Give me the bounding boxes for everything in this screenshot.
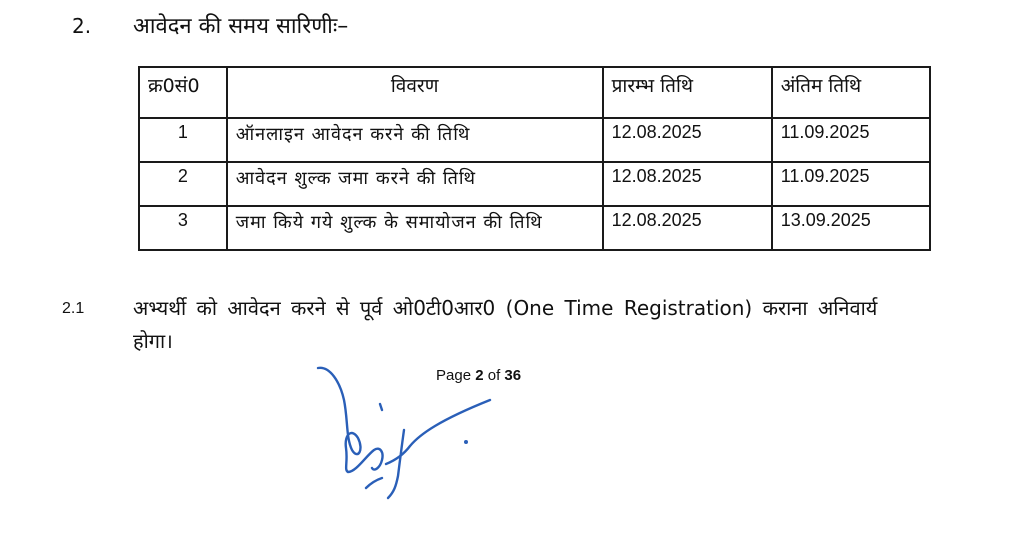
header-serial: क्र0सं0 [139, 67, 227, 118]
paragraph-text: अभ्यर्थी को आवेदन करने से पूर्व ओ0टी0आर0 (One Time Registration) कराना अनिवार्य होगा। [133, 296, 878, 353]
table-row [139, 206, 930, 250]
paragraph-number: 2.1 [62, 300, 85, 317]
page-of: of [487, 367, 501, 384]
header-start-date: प्रारम्भ तिथि [603, 67, 772, 118]
cell-description: जमा किये गये शुल्क के समायोजन की तिथि [227, 206, 603, 250]
signature-stroke [366, 478, 382, 488]
table-row [139, 118, 930, 162]
cell-serial: 1 [139, 118, 227, 162]
cell-start-date: 12.08.2025 [603, 206, 772, 250]
signature-stroke [388, 430, 404, 498]
cell-end-date: 11.09.2025 [772, 162, 930, 206]
schedule-table [138, 66, 931, 251]
page-prefix: Page [436, 367, 472, 384]
header-description: विवरण [227, 67, 603, 118]
section-number: 2. [72, 14, 92, 38]
cell-start-date: 12.08.2025 [603, 118, 772, 162]
cell-description: ऑनलाइन आवेदन करने की तिथि [227, 118, 603, 162]
table-row [139, 162, 930, 206]
cell-serial: 2 [139, 162, 227, 206]
section-title: आवेदन की समय सारिणीः– [133, 14, 349, 39]
cell-end-date: 13.09.2025 [772, 206, 930, 250]
page-current: 2 [475, 367, 484, 384]
page-total: 36 [504, 367, 522, 384]
cell-end-date: 11.09.2025 [772, 118, 930, 162]
signature-dot [464, 440, 468, 444]
cell-description: आवेदन शुल्क जमा करने की तिथि [227, 162, 603, 206]
cell-start-date: 12.08.2025 [603, 162, 772, 206]
signature-stroke [380, 404, 382, 410]
header-end-date: अंतिम तिथि [772, 67, 930, 118]
cell-serial: 3 [139, 206, 227, 250]
signature [300, 360, 510, 510]
signature-stroke [318, 368, 383, 472]
table-header-row [139, 67, 930, 118]
